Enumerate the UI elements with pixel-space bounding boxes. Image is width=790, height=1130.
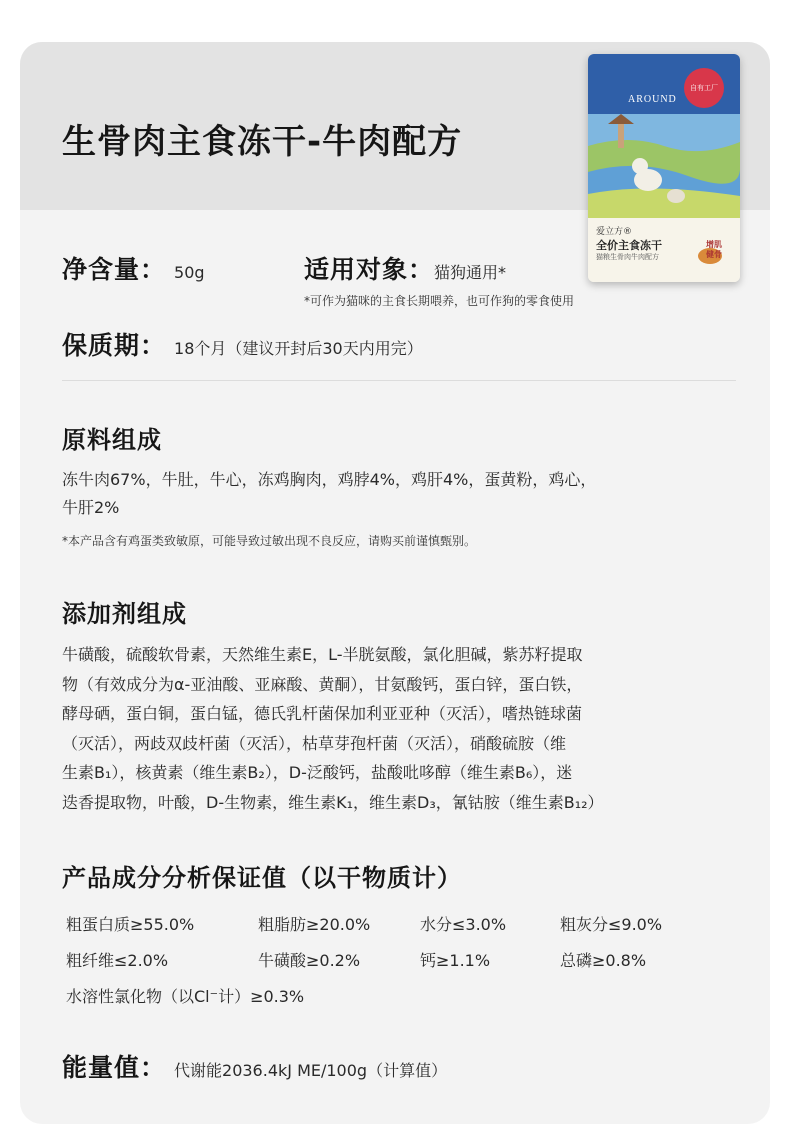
net-content-row (62, 250, 205, 286)
net-content-label: 净含量： (62, 255, 167, 284)
analysis-item: 粗蛋白质≥55.0% (66, 915, 195, 934)
analysis-item: 水分≤3.0% (420, 915, 507, 934)
additives-line: 酵母硒，蛋白铜，蛋白锰，德氏乳杆菌保加利亚亚种（灭活），嗜热链球菌 (62, 704, 583, 723)
ingredients-text (62, 466, 722, 522)
additives-line: （灭活），两歧双歧杆菌（灭活），枯草芽孢杆菌（灭活），硝酸硫胺（维 (62, 733, 567, 753)
analysis-item: 粗纤维≤2.0% (66, 951, 169, 970)
target-value: 猫狗通用* (434, 263, 507, 282)
section-divider (62, 380, 736, 381)
analysis-item: 钙≥1.1% (420, 951, 491, 970)
net-content-value: 50g (174, 263, 205, 282)
ingredients-line: 冻牛肉67%，牛肚，牛心，冻鸡胸肉，鸡脖4%，鸡肝4%，蛋黄粉，鸡心， (62, 470, 597, 489)
target-note: *可作为猫咪的主食长期喂养，也可作狗的零食使用 (304, 294, 575, 308)
allergen-note: *本产品含有鸡蛋类致敏原，可能导致过敏出现不良反应，请购买前谨慎甄别。 (62, 534, 477, 548)
shelf-life-value: 18个月（建议开封后30天内用完） (174, 339, 423, 358)
analysis-item: 牛磺酸≥0.2% (258, 951, 361, 970)
ingredients-heading: 原料组成 (62, 426, 162, 454)
analysis-item: 粗脂肪≥20.0% (258, 915, 371, 934)
additives-line: 物（有效成分为α-亚油酸、亚麻酸、黄酮），甘氨酸钙，蛋白锌，蛋白铁， (62, 674, 583, 694)
energy-label: 能量值： (62, 1053, 167, 1082)
additives-text (62, 640, 722, 817)
package-subname: 猫粮生骨肉牛肉配方 (596, 253, 659, 261)
target-row (304, 250, 506, 286)
analysis-item: 粗灰分≤9.0% (560, 915, 663, 934)
analysis-heading: 产品成分分析保证值（以干物质计） (62, 864, 462, 892)
energy-value: 代谢能2036.4kJ ME/100g（计算值） (174, 1061, 448, 1080)
additives-line: 牛磺酸，硫酸软骨素，天然维生素E，L-半胱氨酸，氯化胆碱，紫苏籽提取 (62, 645, 583, 664)
package-brand: 爱立方® (596, 227, 633, 237)
product-package-image (588, 54, 740, 282)
additives-heading: 添加剂组成 (62, 600, 187, 628)
product-title: 生骨肉主食冻干-牛肉配方 (62, 122, 463, 162)
analysis-item: 水溶性氯化物（以Cl⁻计）≥0.3% (66, 987, 305, 1006)
analysis-item: 总磷≥0.8% (560, 951, 647, 970)
energy-row (62, 1048, 447, 1084)
additives-line: 生素B₁），核黄素（维生素B₂），D-泛酸钙，盐酸吡哆醇（维生素B₆），迷 (62, 763, 573, 782)
shelf-life-row (62, 326, 423, 362)
shelf-life-label: 保质期： (62, 331, 167, 360)
package-tag: 增肌健骨 (706, 240, 722, 259)
target-label: 适用对象： (304, 255, 435, 284)
package-badge: 自有工厂 (684, 68, 724, 108)
ingredients-line: 牛肝2% (62, 498, 120, 517)
package-logo: AROUND (628, 94, 677, 105)
package-name: 全价主食冻干 (596, 239, 662, 252)
additives-line: 迭香提取物，叶酸，D-生物素，维生素K₁，维生素D₃，氰钴胺（维生素B₁₂） (62, 792, 604, 812)
product-info-card (20, 42, 770, 1124)
